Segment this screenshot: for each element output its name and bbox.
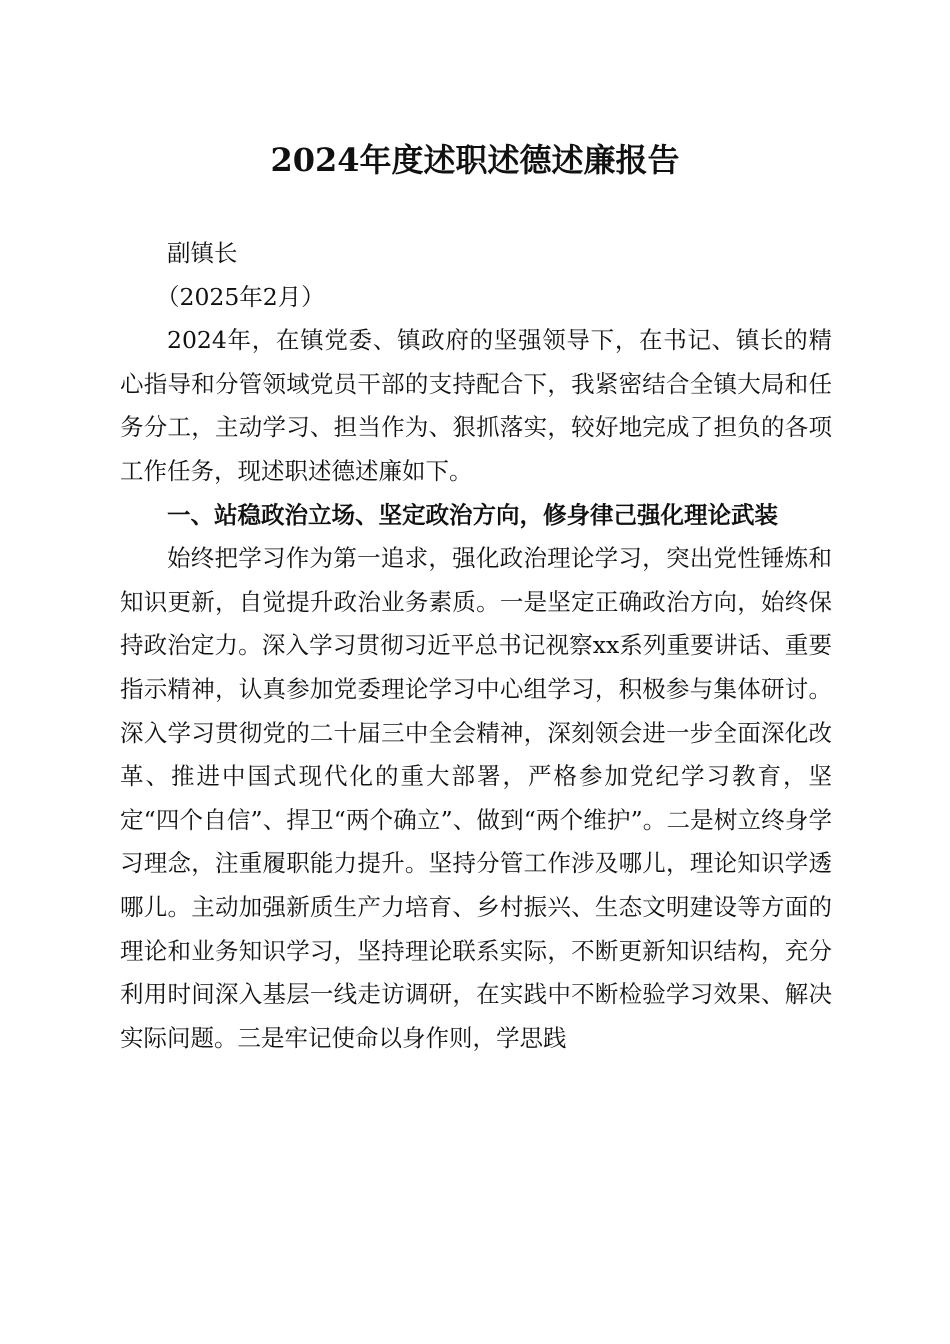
document-body [120, 232, 832, 1060]
section-1-paragraph: 始终把学习作为第一追求，强化政治理论学习，突出党性锤炼和知识更新，自觉提升政治业务素质。一是坚定正确政治方向，始终保持政治定力。深入学习贯彻习近平总书记视察xx系列重要讲话、重要指示精神，认真参加党委理论学习中心组学习，积极参与集体研讨。深入学习贯彻党的二十届三中全会精神，深刻领会进一步全面深化改革、推进中国式现代化的重大部署，严格参加党纪学习教育，坚定“四个自信”、捍卫“两个确立”、做到“两个维护”。二是树立终身学习理念，注重履职能力提升。坚持分管工作涉及哪儿，理论知识学透哪儿。主动加强新质生产力培育、乡村振兴、生态文明建设等方面的理论和业务知识学习，坚持理论联系实际，不断更新知识结构，充分利用时间深入基层一线走访调研，在实践中不断检验学习效果、解决实际问题。三是牢记使命以身作则，学思践 [120, 544, 832, 1052]
date-line: （2025年2月） [156, 282, 325, 311]
intro-paragraph: 2024年，在镇党委、镇政府的坚强领导下，在书记、镇长的精心指导和分管领域党员干部的支持配合下，我紧密结合全镇大局和任务分工，主动学习、担当作为、狠抓落实，较好地完成了担负的各项工作任务，现述职述德述廉如下。 [120, 326, 832, 485]
section-heading-1: 一、站稳政治立场、坚定政治方向，修身律己强化理论武装 [167, 500, 778, 529]
document-title: 2024年度述职述德述廉报告 [270, 141, 680, 179]
author-line: 副镇长 [167, 239, 238, 267]
